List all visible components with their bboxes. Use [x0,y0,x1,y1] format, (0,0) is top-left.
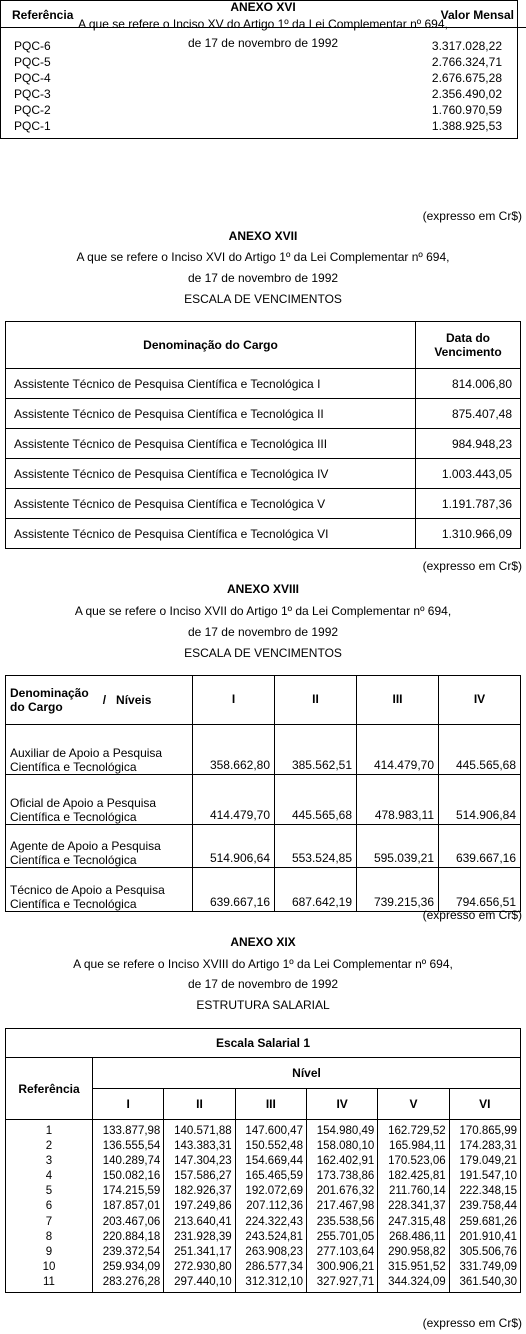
value-cell: 290.958,82 [388,1245,446,1258]
annex17-title: ANEXO XVII [228,229,298,243]
value-cell: 187.857,01 [102,1200,161,1213]
value-cell: 182.425,81 [388,1170,446,1183]
ref-column [6,1120,93,1293]
col-separator: / [102,693,107,707]
value-cell: 239.372,54 [102,1245,161,1258]
table-row [6,825,521,868]
ref-cell: 3 [45,1155,53,1168]
value-cell: 639.667,16 [439,825,521,868]
level-column [235,1120,306,1293]
cargo-cell [6,825,193,868]
value-cell: 239.758,44 [459,1200,517,1213]
annex19-note: (expresso em Cr$) [422,1316,522,1330]
value-cell: 140.571,88 [174,1125,232,1137]
level-header: IV [306,1089,377,1120]
level-column [306,1120,377,1293]
value-cell: 231.928,39 [174,1230,232,1243]
value-cell: 165.465,59 [245,1170,303,1183]
value-cell: 286.577,34 [245,1260,303,1273]
col-venc-line2: Vencimento [434,345,502,359]
annex17-note: (expresso em Cr$) [422,559,522,573]
ref-cell: PQC-4 [14,71,51,85]
value-cell: 201.910,41 [459,1230,517,1243]
cargo-cell: Assistente Técnico de Pesquisa Científica e Tecnológica III [6,429,416,459]
annex16-title: ANEXO XVI [230,0,296,14]
value-cell: 174.215,59 [102,1185,161,1198]
ref-cell: 9 [45,1245,53,1258]
value-cell: 247.315,48 [388,1215,446,1228]
cargo-cell: Assistente Técnico de Pesquisa Científica e Tecnológica II [6,399,416,429]
cargo-cell: Assistente Técnico de Pesquisa Científica e Tecnológica V [6,489,416,519]
cargo-cell: Assistente Técnico de Pesquisa Científica e Tecnológica VI [6,519,416,549]
table-row [14,118,502,134]
value-cell: 158.080,10 [316,1140,375,1153]
value-cell: 1.388.925,53 [431,119,502,133]
level-header: I [93,1089,164,1120]
value-cell: 251.341,17 [174,1245,232,1258]
cargo-line2: Científica e Tecnológica [10,897,137,911]
annex16-line1: A que se refere o Inciso XV do Artigo 1º da Lei Complementar nº 694, [78,17,448,31]
value-cell: 170.865,99 [459,1125,517,1137]
value-cell: 263.908,23 [245,1245,303,1258]
level-header: V [378,1089,449,1120]
value-cell: 162.402,91 [316,1155,375,1168]
annex16-col-val: Valor Mensal [440,8,514,22]
table-row [6,399,521,429]
cargo-line2: Científica e Tecnológica [10,760,137,774]
annex18-table [5,675,521,912]
annex16-line2: de 17 de novembro de 1992 [187,36,339,50]
value-cell: 445.565,68 [275,775,357,825]
annex19-line3: ESTRUTURA SALARIAL [196,998,330,1012]
level-header: II [164,1089,235,1120]
annex18-line2: de 17 de novembro de 1992 [187,625,339,639]
table-row [14,54,502,70]
cargo-cell: Assistente Técnico de Pesquisa Científica e Tecnológica IV [6,459,416,489]
value-cell: 315.951,52 [388,1260,446,1273]
value-cell: 174.283,31 [459,1140,517,1153]
value-cell: 192.072,69 [245,1185,303,1198]
value-cell: 150.082,16 [102,1170,161,1183]
table-row [14,102,502,118]
value-cell: 191.547,10 [459,1170,517,1183]
value-cell: 331.749,09 [459,1260,517,1273]
value-cell: 300.906,21 [316,1260,375,1273]
value-cell: 297.440,10 [174,1275,232,1288]
ref-cell: 10 [42,1260,56,1273]
annex18-col-cargo [6,676,193,725]
value-cell: 3.317.028,22 [431,39,502,53]
value-cell: 259.681,26 [459,1215,517,1228]
value-cell: 143.383,31 [174,1140,232,1153]
cargo-line2: Científica e Tecnológica [10,810,137,824]
value-cell: 277.103,64 [316,1245,375,1258]
annex17-col-venc [416,322,521,369]
value-cell: 213.640,41 [174,1215,232,1228]
ref-cell: 11 [43,1275,55,1288]
value-cell: 154.980,49 [316,1125,375,1137]
value-cell: 385.562,51 [275,725,357,775]
col-niveis: Níveis [116,693,152,707]
value-cell: 327.927,71 [316,1275,375,1288]
value-cell: 1.003.443,05 [416,459,521,489]
level-header: II [275,676,357,725]
annex17-line3: ESCALA DE VENCIMENTOS [184,292,342,306]
annex19-line1: A que se refere o Inciso XVIII do Artigo 1º da Lei Complementar nº 694, [73,957,453,971]
ref-cell: 8 [45,1230,53,1243]
value-cell: 173.738,86 [316,1170,375,1183]
cargo-line1: Oficial de Apoio a Pesquisa [10,796,157,810]
value-cell: 875.407,48 [416,399,521,429]
value-cell: 687.642,19 [275,868,357,912]
level-header: I [193,676,275,725]
table-row [6,489,521,519]
table-row [6,429,521,459]
value-cell: 283.276,28 [102,1275,161,1288]
value-cell: 162.729,52 [388,1125,446,1137]
cargo-line1: Técnico de Apoio a Pesquisa [10,883,165,897]
level-column [449,1120,520,1293]
value-cell: 170.523,06 [388,1155,446,1168]
table-header-row [6,322,521,369]
value-cell: 2.356.490,02 [431,87,502,101]
value-cell: 305.506,76 [459,1245,517,1258]
value-cell: 595.039,21 [357,825,439,868]
cargo-cell: Assistente Técnico de Pesquisa Científica e Tecnológica I [6,369,416,399]
value-cell: 165.984,11 [388,1140,446,1153]
level-column [378,1120,449,1293]
value-cell: 1.310.966,09 [416,519,521,549]
annex18-title: ANEXO XVIII [226,582,300,596]
table-row [14,70,502,86]
ref-cell: 1 [45,1125,53,1137]
value-cell: 182.926,37 [174,1185,232,1198]
value-cell: 217.467,98 [316,1200,375,1213]
table-row [6,369,521,399]
ref-cell: PQC-3 [14,87,51,101]
annex18-line3: ESCALA DE VENCIMENTOS [184,646,342,660]
level-header: IV [439,676,521,725]
annex17-line1: A que se refere o Inciso XVI do Artigo 1º da Lei Complementar nº 694, [76,250,450,264]
table-header-row [6,1058,521,1089]
value-cell: 344.324,09 [388,1275,446,1288]
annex16-note: (expresso em Cr$) [422,209,522,223]
value-cell: 179.049,21 [459,1155,517,1168]
level-header: VI [449,1089,520,1120]
table-row [14,38,502,54]
annex19-caption: Escala Salarial 1 [6,1029,521,1058]
annex16-col-ref: Referência [12,8,74,22]
value-cell: 235.538,56 [316,1215,375,1228]
value-cell: 157.586,27 [174,1170,232,1183]
value-cell: 228.341,37 [388,1200,446,1213]
value-cell: 147.600,47 [245,1125,303,1137]
value-cell: 136.555,54 [102,1140,161,1153]
value-cell: 147.304,23 [174,1155,232,1168]
value-cell: 268.486,11 [388,1230,446,1243]
value-cell: 222.348,15 [459,1185,517,1198]
value-cell: 2.766.324,71 [431,55,502,69]
table-row [6,868,521,912]
cargo-line1: Auxiliar de Apoio a Pesquisa [10,746,163,760]
value-cell: 133.877,98 [102,1125,161,1137]
level-header: III [235,1089,306,1120]
value-cell: 259.934,09 [102,1260,161,1273]
annex17-line2: de 17 de novembro de 1992 [187,271,339,285]
value-cell: 201.676,32 [316,1185,375,1198]
ref-cell: 4 [45,1170,53,1183]
table-row [6,775,521,825]
value-cell: 553.524,85 [275,825,357,868]
ref-cell: PQC-6 [14,39,51,53]
cargo-cell [6,775,193,825]
col-venc-line1: Data do [445,331,490,345]
table-row [6,519,521,549]
level-header: III [357,676,439,725]
value-cell: 140.289,74 [102,1155,161,1168]
annex19-table [5,1028,521,1293]
value-cell: 1.760.970,59 [431,103,502,117]
ref-cell: PQC-1 [14,119,51,133]
value-cell: 361.540,30 [459,1275,517,1288]
annex19-col-nivel: Nível [93,1058,521,1089]
annex19-col-ref: Referência [6,1058,93,1120]
value-cell: 984.948,23 [416,429,521,459]
annex17-table [5,321,521,549]
value-cell: 514.906,84 [439,775,521,825]
value-cell: 197.249,86 [174,1200,232,1213]
value-cell: 243.524,81 [245,1230,303,1243]
value-cell: 272.930,80 [174,1260,232,1273]
annex19-title: ANEXO XIX [230,935,296,949]
value-cell: 445.565,68 [439,725,521,775]
value-cell: 794.656,51 [439,868,521,912]
value-cell: 358.662,80 [193,725,275,775]
annex18-line1: A que se refere o Inciso XVII do Artigo 1º da Lei Complementar nº 694, [74,604,452,618]
cargo-line1: Agente de Apoio a Pesquisa [10,839,161,853]
table-header-row [6,676,521,725]
value-cell: 203.467,06 [102,1215,161,1228]
value-cell: 224.322,43 [245,1215,303,1228]
value-cell: 739.215,36 [357,868,439,912]
cargo-cell [6,868,193,912]
annex19-line2: de 17 de novembro de 1992 [187,977,339,991]
value-cell: 220.884,18 [102,1230,161,1243]
value-cell: 414.479,70 [357,725,439,775]
value-cell: 1.191.787,36 [416,489,521,519]
ref-cell: PQC-5 [14,55,51,69]
value-cell: 639.667,16 [193,868,275,912]
table-row [6,459,521,489]
col-cargo-line1: Denominação [10,686,89,700]
value-cell: 514.906,64 [193,825,275,868]
annex18-note: (expresso em Cr$) [422,908,522,922]
level-column [93,1120,164,1293]
value-cell: 154.669,44 [245,1155,303,1168]
value-cell: 211.760,14 [388,1185,446,1198]
value-cell: 2.676.675,28 [431,71,502,85]
ref-cell: 5 [45,1185,53,1198]
value-cell: 478.983,11 [357,775,439,825]
table-row [14,86,502,102]
ref-cell: PQC-2 [14,103,51,117]
col-cargo-line2: do Cargo [10,700,63,714]
level-column [164,1120,235,1293]
cargo-cell [6,725,193,775]
annex16-rows [14,38,502,134]
ref-cell: 2 [45,1140,53,1153]
value-cell: 312.312,10 [245,1275,303,1288]
cargo-line2: Científica e Tecnológica [10,853,137,867]
value-cell: 414.479,70 [193,775,275,825]
annex16-header-divider [0,27,526,28]
table-caption-row [6,1029,521,1058]
ref-cell: 7 [45,1215,53,1228]
table-body-row [6,1120,521,1293]
value-cell: 255.701,05 [316,1230,375,1243]
value-cell: 207.112,36 [246,1200,303,1213]
annex17-col-cargo: Denominação do Cargo [6,322,416,369]
table-row [6,725,521,775]
value-cell: 814.006,80 [416,369,521,399]
ref-cell: 6 [45,1200,53,1213]
value-cell: 150.552,48 [245,1140,303,1153]
